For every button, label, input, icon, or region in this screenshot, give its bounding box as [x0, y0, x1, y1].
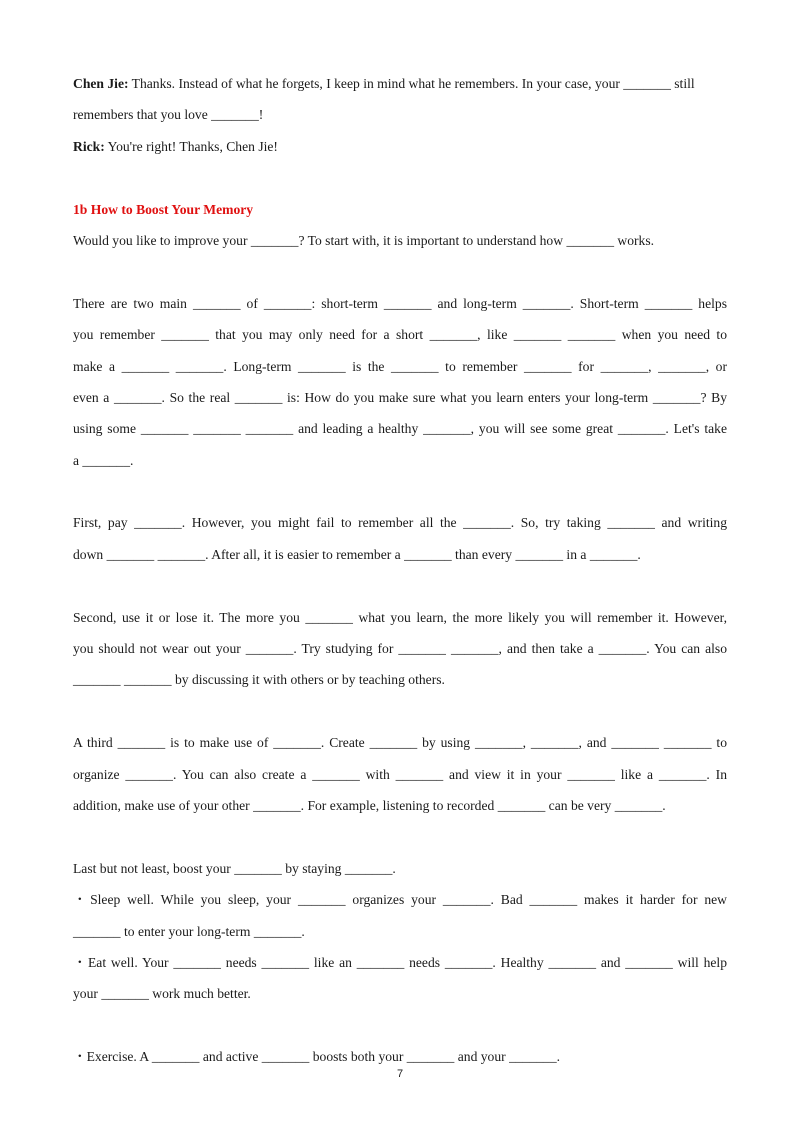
bullet-line: ・Eat well. Your _______ needs _______ like an _______ needs _______. Healthy _______ and _______ will help: [73, 954, 727, 970]
paragraph-memory-types: [73, 288, 727, 476]
spacer: [73, 162, 727, 193]
paragraph-line: down _______ _______. After all, it is easier to remember a _______ than every _______ in a _______.: [73, 546, 641, 562]
paragraph-line: A third _______ is to make use of _______. Create _______ by using _______, _______, and _______ _______ to: [73, 735, 727, 751]
paragraph-healthy: [73, 853, 727, 1010]
worksheet-page: [73, 68, 727, 1073]
bullet-line: ・Exercise. A _______ and active _______ boosts both your _______ and your _______.: [73, 1049, 561, 1065]
dialogue-line: [73, 131, 727, 162]
paragraph-line: First, pay _______. However, you might fail to remember all the _______. So, try taking _______ and writing: [73, 515, 727, 531]
spacer: [73, 696, 727, 727]
dialogue-line: [73, 68, 727, 99]
spacer: [73, 476, 727, 507]
spacer: [73, 1010, 727, 1041]
section-heading: 1b How to Boost Your Memory: [73, 201, 254, 217]
spacer: [73, 570, 727, 601]
dialogue-text: Thanks. Instead of what he forgets, I keep in mind what he remembers. In your case, your _______ still: [128, 76, 695, 91]
paragraph-line: you should not wear out your _______. Try studying for _______ _______, and then take a _______. You can also: [73, 641, 727, 657]
bullet-line: ・Sleep well. While you sleep, your _______ organizes your _______. Bad _______ makes it harder for new: [73, 892, 727, 908]
speaker-label: Rick:: [73, 138, 105, 154]
paragraph-line: addition, make use of your other _______. For example, listening to recorded _______ can be very _______.: [73, 797, 666, 813]
paragraph-line: _______ _______ by discussing it with others or by teaching others.: [73, 672, 445, 688]
dialogue-text: You're right! Thanks, Chen Jie!: [104, 138, 278, 154]
paragraph-line: using some _______ _______ _______ and leading a healthy _______, you will see some great _______. Let's take: [73, 421, 727, 437]
spacer: [73, 256, 727, 287]
page-number: 7: [396, 1068, 404, 1080]
paragraph-line: your _______ work much better.: [73, 986, 251, 1002]
paragraph-line: a _______.: [73, 452, 134, 468]
paragraph-line: even a _______. So the real _______ is: How do you make sure what you learn enters your long-term _______? By: [73, 389, 727, 405]
paragraph-line: There are two main _______ of _______: short-term _______ and long-term _______. Short-term _______ helps: [73, 295, 727, 311]
paragraph-line: organize _______. You can also create a _______ with _______ and view it in your _______ like a _______. In: [73, 766, 727, 782]
dialogue-line: remembers that you love _______!: [73, 107, 264, 123]
paragraph-line: you remember _______ that you may only need for a short _______, like _______ _______ when you need to: [73, 327, 727, 343]
paragraph-line: Second, use it or lose it. The more you _______ what you learn, the more likely you will remember it. However,: [73, 609, 727, 625]
paragraph-line: _______ to enter your long-term _______.: [73, 923, 305, 939]
paragraph-use-it: [73, 602, 727, 696]
paragraph-pay-attention: [73, 507, 727, 570]
paragraph-line: Last but not least, boost your _______ by staying _______.: [73, 860, 396, 876]
intro-line: Would you like to improve your _______? To start with, it is important to understand how _______ works.: [73, 232, 655, 248]
spacer: [73, 821, 727, 852]
paragraph-third-way: [73, 727, 727, 821]
paragraph-line: make a _______ _______. Long-term _______ is the _______ to remember _______ for _______, _______, or: [73, 358, 727, 374]
speaker-label: Chen Jie:: [73, 76, 129, 91]
